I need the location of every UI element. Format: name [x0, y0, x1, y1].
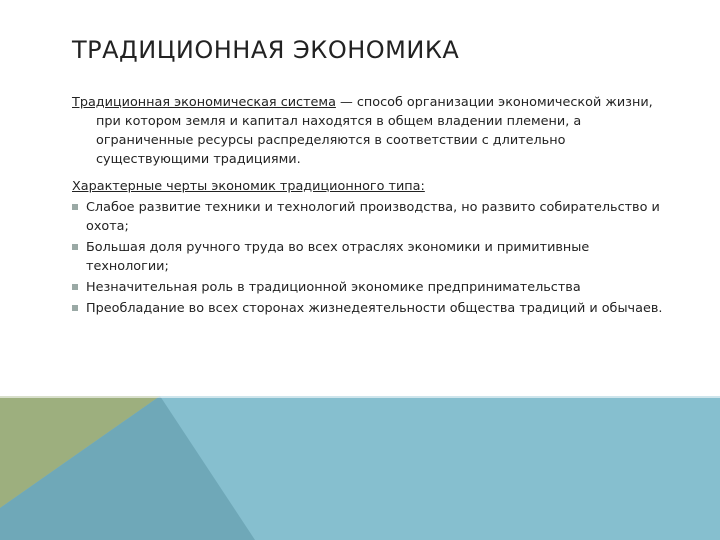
bullet-square-icon [72, 305, 78, 311]
features-heading: Характерные черты экономик традиционного типа: [72, 179, 425, 194]
list-item [72, 238, 672, 276]
slide-content [72, 93, 672, 320]
definition-term: Традиционная экономическая система [72, 95, 336, 110]
bullet-square-icon [72, 284, 78, 290]
features-list [72, 198, 672, 318]
definition-text: — способ организации экономической жизни, при котором земля и капитал находятся в общем владении племени, а ограниченные ресурсы распределяются в соответствии с длительно существующими традициями. [96, 95, 653, 167]
feature-text: Преобладание во всех сторонах жизнедеятельности общества традиций и обычаев. [86, 301, 663, 316]
feature-text: Незначительная роль в традиционной экономике предпринимательства [86, 280, 581, 295]
list-item [72, 198, 672, 236]
footer-top-line [0, 396, 720, 398]
feature-text: Большая доля ручного труда во всех отраслях экономики и примитивные технологии; [86, 240, 590, 274]
bullet-square-icon [72, 244, 78, 250]
decorative-footer-band [0, 396, 720, 540]
definition-paragraph [72, 93, 672, 169]
slide-title: ТРАДИЦИОННАЯ ЭКОНОМИКА [72, 36, 460, 64]
feature-text: Слабое развитие техники и технологий производства, но развито собирательство и охота; [86, 200, 660, 234]
list-item [72, 299, 672, 318]
list-item [72, 278, 672, 297]
bullet-square-icon [72, 204, 78, 210]
